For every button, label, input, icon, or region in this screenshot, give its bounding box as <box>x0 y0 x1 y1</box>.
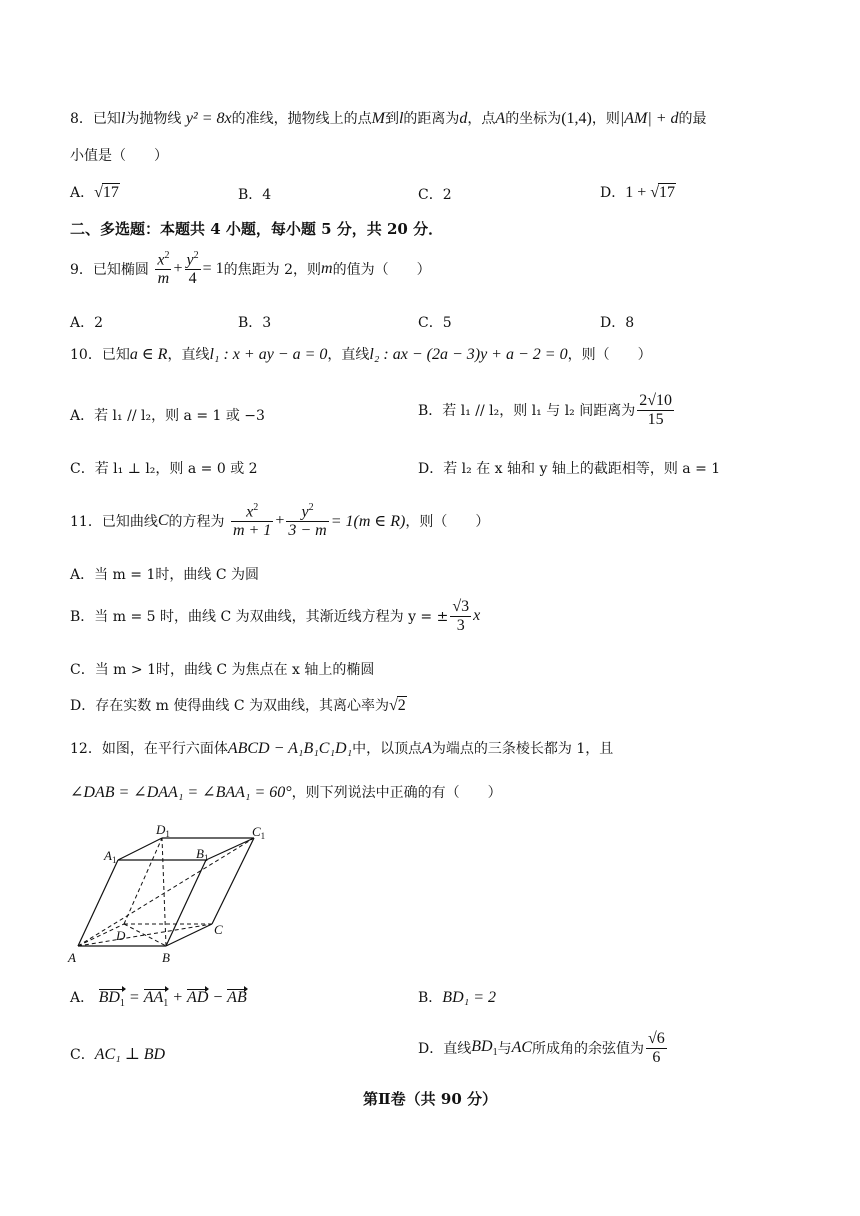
q11-option-a: A．当 m = 1时，曲线 C 为圆 <box>70 567 259 583</box>
vertex-b: B <box>162 950 170 965</box>
fraction-y2-4: $\frac{y^2}{4}$ <box>186 250 199 287</box>
q12-option-c: C．AC₁ ⊥ BD <box>70 1046 166 1063</box>
q9-option-a: A．2 <box>70 315 104 331</box>
q11-option-d: D．存在实数 m 使得曲线 C 为双曲线，其离心率为√2 <box>70 697 406 714</box>
q8-option-d: D．1 + √17 <box>600 184 676 201</box>
q11-option-c: C．当 m > 1时，曲线 C 为焦点在 x 轴上的椭圆 <box>70 662 375 678</box>
q10-stem: 10．已知a ∈ R，直线l₁ : x + ay − a = 0，直线l₂ : ax − (2a − 3)y + a − 2 = 0，则（ ） <box>70 346 652 363</box>
vertex-a1: $A_1$ <box>104 848 117 865</box>
q9-stem: 9．已知椭圆 $\frac{x^2}{m}$ + $\frac{y^2}{4}$ = 1的焦距为 2，则m的值为（ ） <box>70 250 431 287</box>
vertex-d1: $D_1$ <box>156 822 170 839</box>
fraction-x2-m: $\frac{x^2}{m}$ <box>157 250 170 287</box>
q11-stem: 11．已知曲线C的方程为 $\frac{x^2}{m + 1}$ + $\frac{y^2}{3 - m}$ = 1(m ∈ R)，则（ ） <box>70 502 490 539</box>
vertex-b1: $B_1$ <box>196 846 209 863</box>
vertex-c1: $C_1$ <box>252 824 266 841</box>
q8-line2: 小值是（ ） <box>70 148 168 164</box>
q8-option-a: A．√17 <box>70 184 119 201</box>
vertex-c: C <box>214 922 223 937</box>
q10-option-c: C．若 l₁ ⊥ l₂，则 a = 0 或 2 <box>70 461 258 477</box>
q8-option-c: C．2 <box>418 187 452 203</box>
parabola-equation: y² = 8x <box>185 110 232 127</box>
q9-option-b: B．3 <box>238 315 272 331</box>
q12-option-a: A． $BD_1 = AA_1$ + AD − AB <box>70 989 247 1010</box>
q10-option-d: D．若 l₂ 在 x 轴和 y 轴上的截距相等，则 a = 1 <box>418 461 721 477</box>
q12-line1: 12．如图，在平行六面体ABCD − A₁B₁C₁D₁中，以顶点A为端点的三条棱长都为 1，且 <box>70 740 614 757</box>
q8-line1: 8．已知l为抛物线 y² = 8x的准线，抛物线上的点M到l的距离为d，点A的坐标为(1,4)，则|AM| + d的最 <box>70 110 707 127</box>
q10-option-a: A．若 l₁ // l₂，则 a = 1 或 −3 <box>70 408 265 424</box>
parallelepiped-figure <box>66 822 286 972</box>
vertex-a: A <box>68 950 76 965</box>
q12-option-b: B．BD₁ = 2 <box>418 989 496 1006</box>
vertex-d: D <box>116 928 126 943</box>
q9-option-c: C．5 <box>418 315 452 331</box>
section-heading: 二、多选题：本题共 4 小题，每小题 5 分，共 20 分． <box>70 220 444 238</box>
q8-option-b: B．4 <box>238 187 272 203</box>
part-two-heading: 第Ⅱ卷（共 90 分） <box>363 1090 497 1108</box>
q12-line2: ∠DAB = ∠DAA₁ = ∠BAA₁ = 60°，则下列说法中正确的有（ ） <box>70 784 502 801</box>
q8-expression: |AM| + d <box>619 110 679 127</box>
q12-option-d: D．直线$BD_1$与AC所成角的余弦值为 $\frac{√6}{6}$ <box>418 1030 665 1066</box>
q11-option-b: B．当 m = 5 时，曲线 C 为双曲线，其渐近线方程为 y = ± $\frac{√3}{3}$ x <box>70 598 481 634</box>
q9-option-d: D．8 <box>600 315 635 331</box>
q10-option-b: B．若 l₁ // l₂，则 l₁ 与 l₂ 间距离为 $\frac{2√10}{15}$ <box>418 392 673 428</box>
